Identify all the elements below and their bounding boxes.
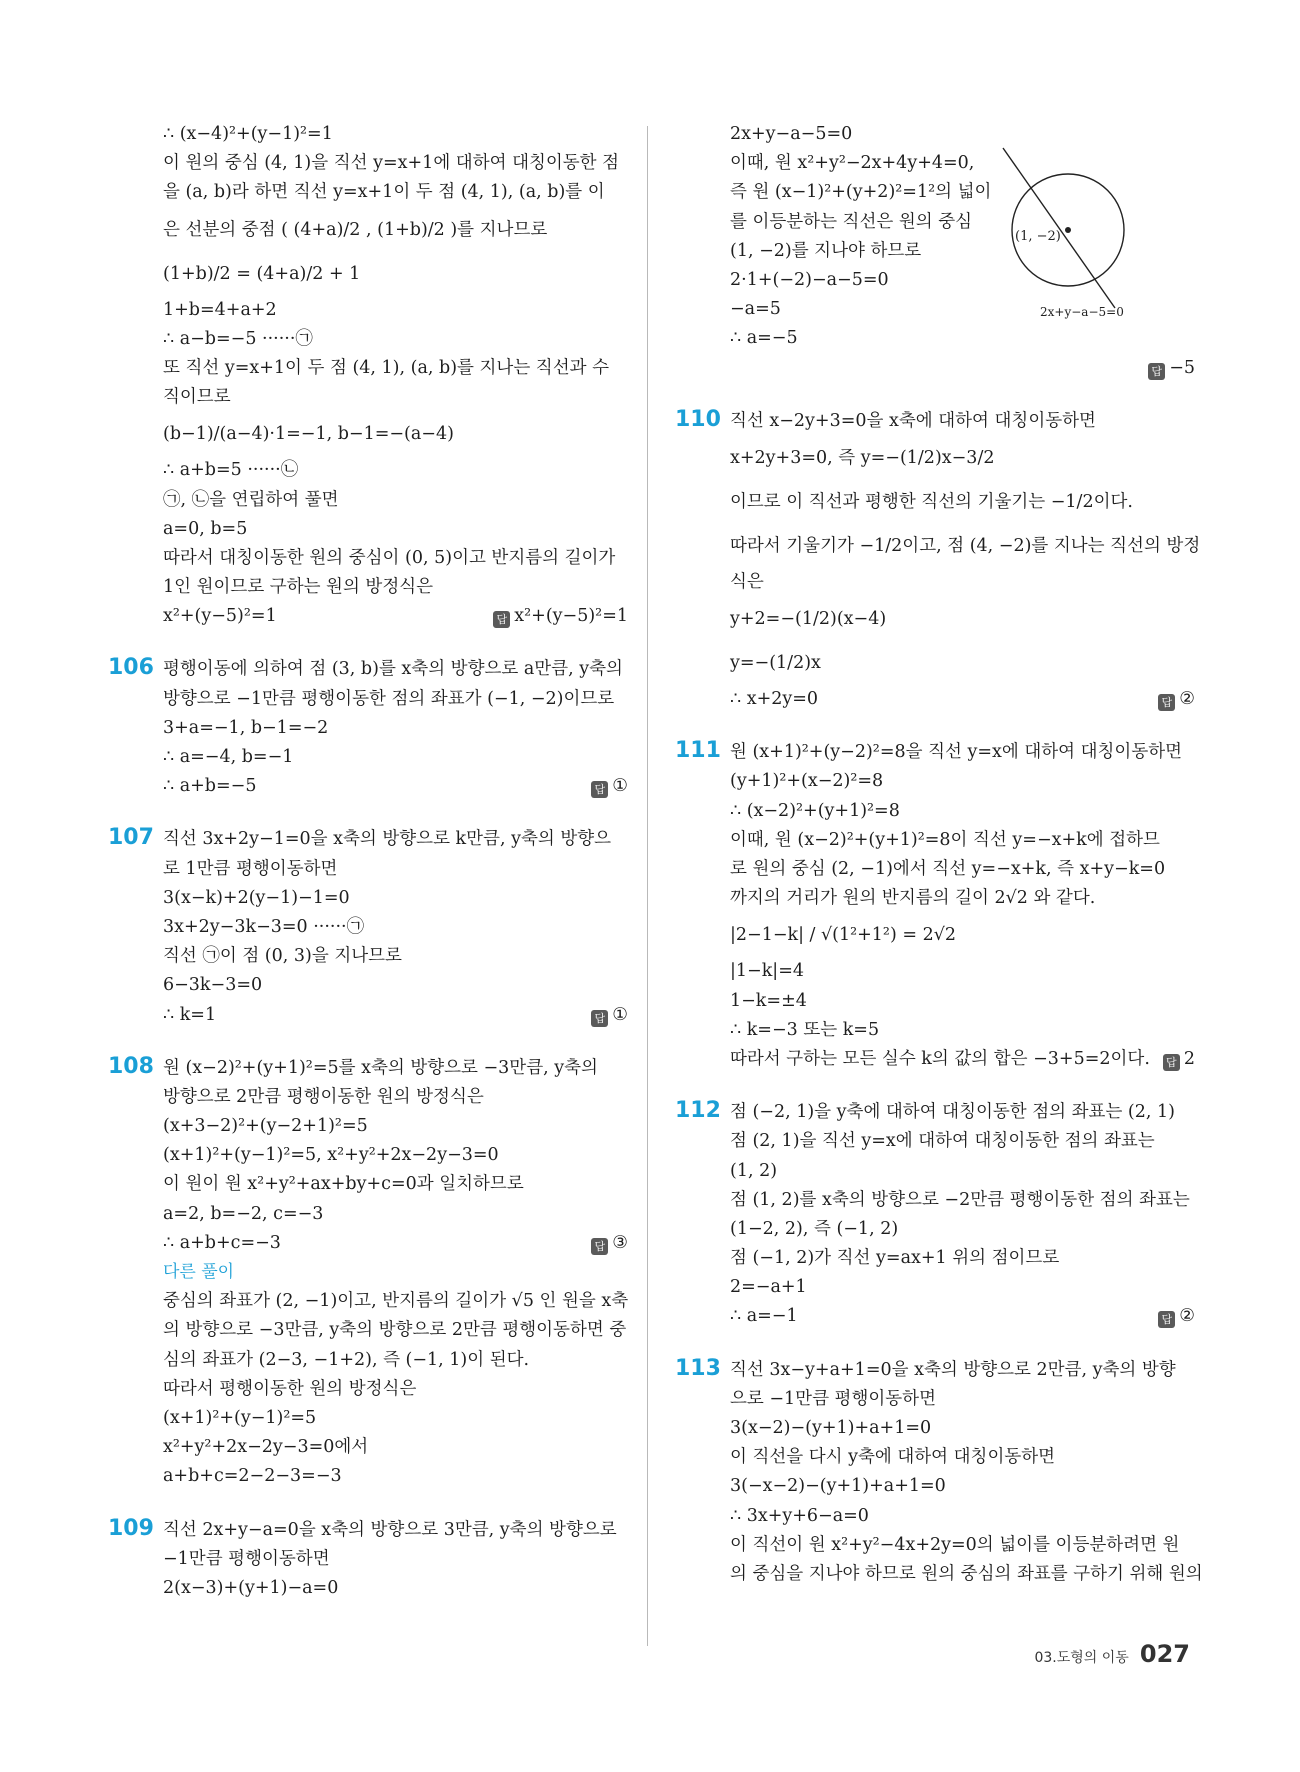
circle-line-diagram (953, 140, 1193, 320)
text-line: (1, 2) (730, 1160, 778, 1181)
answer-value: x²+(y−5)²=1 (514, 606, 628, 627)
text-line: 를 이등분하는 직선은 원의 중심 (730, 211, 973, 232)
text-line: 이때, 원 x²+y²−2x+4y+4=0, (730, 153, 975, 174)
text-line: 의 중심을 지나야 하므로 원의 중심의 좌표를 구하기 위해 원의 (730, 1563, 1203, 1584)
text-line: ∴ 3x+y+6−a=0 (730, 1505, 869, 1526)
text-line: ∴ a=−4, b=−1 (163, 747, 294, 767)
text-line: 따라서 기울기가 −1/2이고, 점 (4, −2)를 지나는 직선의 방정 (730, 535, 1201, 556)
problem-number: 111 (675, 738, 721, 764)
text-line: 2(x−3)+(y+1)−a=0 (163, 1577, 339, 1598)
answer-icon: 답 (1163, 1054, 1180, 1071)
text-line: 원 (x+1)²+(y−2)²=8을 직선 y=x에 대하여 대칭이동하면 (730, 742, 1183, 763)
problem-number: 109 (108, 1515, 154, 1541)
page-number: 027 (1139, 1640, 1190, 1668)
answer (591, 772, 628, 801)
text-line: 이 원이 원 x²+y²+ax+by+c=0과 일치하므로 (163, 1174, 524, 1195)
text-line: 로 1만큼 평행이동하면 (163, 858, 338, 879)
text-line: (1, −2)를 지나야 하므로 (730, 240, 922, 261)
text-line: 3(−x−2)−(y+1)+a+1=0 (730, 1476, 946, 1497)
text-line (730, 685, 1195, 714)
text-line: 직선 3x−y+a+1=0을 x축의 방향으로 2만큼, y축의 방향 (730, 1359, 1176, 1380)
text-line: 직선 3x+2y−1=0을 x축의 방향으로 k만큼, y축의 방향으 (163, 829, 612, 850)
bisecting-line (1003, 148, 1115, 308)
text-line: 은 선분의 중점 ( (4+a)/2 , (1+b)/2 )를 지나므로 (163, 219, 548, 240)
text-line: a=2, b=−2, c=−3 (163, 1203, 324, 1224)
text-line: 직선 x−2y+3=0을 x축에 대하여 대칭이동하면 (730, 410, 1096, 431)
answer-icon: 답 (591, 1010, 608, 1027)
answer-icon: 답 (591, 1238, 608, 1255)
text-line: (y+1)²+(x−2)²=8 (730, 771, 884, 792)
problem-111 (675, 738, 1195, 1074)
problem-109 (108, 1516, 628, 1604)
text-line: 이 원의 중심 (4, 1)을 직선 y=x+1에 대하여 대칭이동한 점 (163, 153, 620, 174)
text-line: 원 (x−2)²+(y+1)²=5를 x축의 방향으로 −3만큼, y축의 (163, 1057, 598, 1078)
answer-value: ② (1179, 1306, 1195, 1327)
text-line: 2=−a+1 (730, 1277, 807, 1298)
answer (591, 1001, 628, 1030)
text-line: (x+3−2)²+(y−2+1)²=5 (163, 1116, 368, 1137)
final-equation: ∴ a+b+c=−3 (163, 1232, 281, 1253)
text-line: ㉠, ㉡을 연립하여 풀면 (163, 489, 339, 510)
center-label: (1, −2) (1015, 229, 1061, 244)
answer-icon: 답 (591, 781, 608, 798)
final-equation: x²+(y−5)²=1 (163, 606, 277, 627)
answer-icon: 답 (493, 611, 510, 628)
text-line: (1+b)/2 = (4+a)/2 + 1 (163, 263, 361, 284)
answer-value: ③ (612, 1232, 628, 1253)
text-line: 까지의 거리가 원의 반지름의 길이 2√2 와 같다. (730, 888, 1096, 909)
text-line: 점 (−2, 1)을 y축에 대하여 대칭이동한 점의 좌표는 (2, 1) (730, 1102, 1175, 1123)
text-line: ∴ k=−3 또는 k=5 (730, 1019, 880, 1040)
text-line (730, 1302, 1195, 1331)
problem-number: 108 (108, 1053, 154, 1079)
answer-icon: 답 (1148, 363, 1165, 380)
problem-106 (108, 655, 628, 801)
left-column (108, 120, 628, 1603)
problem-110 (675, 406, 1201, 715)
problem-number: 107 (108, 825, 154, 851)
text-line: 방향으로 2만큼 평행이동한 원의 방정식은 (163, 1086, 484, 1107)
text-line: y=−(1/2)x (730, 653, 821, 674)
text-line: |2−1−k| / √(1²+1²) = 2√2 (730, 925, 956, 946)
answer-value: ② (1179, 689, 1195, 710)
text-line: x²+y²+2x−2y−3=0에서 (163, 1437, 369, 1458)
answer-value: −5 (1169, 357, 1195, 378)
answer (1148, 354, 1195, 383)
text-line (730, 1045, 1195, 1074)
text-line: 심의 좌표가 (2−3, −1+2), 즉 (−1, 1)이 된다. (163, 1349, 530, 1370)
problem-number: 110 (675, 406, 721, 432)
text-line (163, 772, 628, 801)
text-line: 3x+2y−3k−3=0 ······㉠ (163, 916, 365, 937)
text-line: ∴ a+b=5 ······㉡ (163, 460, 299, 481)
alternative-solution-heading: 다른 풀이 (163, 1262, 235, 1282)
chapter-title: 03.도형의 이동 (1034, 1650, 1129, 1666)
text-line: 점 (−1, 2)가 직선 y=ax+1 위의 점이므로 (730, 1248, 1060, 1269)
final-equation: ∴ a+b=−5 (163, 776, 257, 797)
text-line: ∴ a−b=−5 ······㉠ (163, 328, 313, 349)
text-line: 1+b=4+a+2 (163, 299, 277, 320)
text-line: |1−k|=4 (730, 961, 804, 982)
text-line: 중심의 좌표가 (2, −1)이고, 반지름의 길이가 √5 인 원을 x축 (163, 1291, 629, 1312)
problem-107 (108, 825, 628, 1029)
text-line: (x+1)²+(y−1)²=5, x²+y²+2x−2y−3=0 (163, 1145, 499, 1166)
circle-center-point (1065, 227, 1071, 233)
text-line: 의 방향으로 −3만큼, y축의 방향으로 2만큼 평행이동하면 중 (163, 1320, 627, 1341)
problem-108 (108, 1054, 628, 1492)
answer-value: ① (612, 1004, 628, 1025)
answer (591, 1229, 628, 1258)
answer (1163, 1045, 1195, 1074)
page-footer (1034, 1640, 1190, 1668)
text-line: 점 (2, 1)을 직선 y=x에 대하여 대칭이동한 점의 좌표는 (730, 1131, 1155, 1152)
text-line: 2·1+(−2)−a−5=0 (730, 269, 889, 290)
text-line: (x+1)²+(y−1)²=5 (163, 1407, 317, 1428)
text-line: −a=5 (730, 299, 781, 320)
answer-value: ① (612, 776, 628, 797)
problem-number: 106 (108, 655, 154, 681)
problem-number: 113 (675, 1355, 721, 1381)
text-line: 으로 −1만큼 평행이동하면 (730, 1388, 936, 1409)
text-line: 직이므로 (163, 387, 231, 408)
text-line: 을 (a, b)라 하면 직선 y=x+1이 두 점 (4, 1), (a, b)를 이 (163, 182, 605, 203)
text-line (163, 1229, 628, 1258)
text-line (730, 354, 1195, 383)
text-line: 6−3k−3=0 (163, 975, 263, 996)
text-line: ∴ a=−5 (730, 328, 798, 349)
problem-109-continuation (675, 120, 1195, 383)
column-divider (647, 126, 648, 1646)
text-line (163, 602, 628, 631)
final-equation: ∴ x+2y=0 (730, 689, 819, 710)
answer (1158, 685, 1195, 714)
answer (1158, 1302, 1195, 1331)
text-line: 즉 원 (x−1)²+(y+2)²=1²의 넓이 (730, 182, 992, 203)
text-line: 1−k=±4 (730, 990, 807, 1011)
text-line: 이때, 원 (x−2)²+(y+1)²=8이 직선 y=−x+k에 접하므 (730, 829, 1160, 850)
text-line: 2x+y−a−5=0 (730, 124, 853, 144)
problem-113 (675, 1355, 1203, 1590)
text-line: ∴ (x−4)²+(y−1)²=1 (163, 124, 333, 144)
text-line: a+b+c=2−2−3=−3 (163, 1466, 342, 1487)
text-line: 식은 (730, 571, 764, 592)
text-line: a=0, b=5 (163, 518, 248, 539)
text-line: x+2y+3=0, 즉 y=−(1/2)x−3/2 (730, 447, 995, 468)
text-line: 방향으로 −1만큼 평행이동한 점의 좌표가 (−1, −2)이므로 (163, 688, 615, 709)
problem-105-continuation (108, 120, 628, 631)
problem-number: 112 (675, 1098, 721, 1124)
text-line: 이 직선이 원 x²+y²−4x+2y=0의 넓이를 이등분하려면 원 (730, 1534, 1180, 1555)
text-line: 이므로 이 직선과 평행한 직선의 기울기는 −1/2이다. (730, 491, 1133, 512)
text-line: 또 직선 y=x+1이 두 점 (4, 1), (a, b)를 지나는 직선과 수 (163, 357, 609, 378)
answer-icon: 답 (1158, 694, 1175, 711)
text-line: 점 (1, 2)를 x축의 방향으로 −2만큼 평행이동한 점의 좌표는 (730, 1189, 1190, 1210)
text-line: ∴ (x−2)²+(y+1)²=8 (730, 800, 900, 821)
answer-icon: 답 (1158, 1311, 1175, 1328)
text-line: 3(x−2)−(y+1)+a+1=0 (730, 1418, 932, 1438)
text-line: 평행이동에 의하여 점 (3, b)를 x축의 방향으로 a만큼, y축의 (163, 659, 623, 680)
text-line: 따라서 평행이동한 원의 방정식은 (163, 1378, 417, 1399)
text-line: 1인 원이므로 구하는 원의 방정식은 (163, 577, 434, 598)
answer (493, 602, 628, 631)
text-line: y+2=−(1/2)(x−4) (730, 609, 887, 630)
line-label: 2x+y−a−5=0 (1040, 305, 1124, 319)
text-line: 직선 2x+y−a=0을 x축의 방향으로 3만큼, y축의 방향으로 (163, 1519, 617, 1540)
final-sentence: 따라서 구하는 모든 실수 k의 값의 합은 −3+5=2이다. (730, 1048, 1150, 1069)
text-line: 3+a=−1, b−1=−2 (163, 717, 329, 738)
final-equation: ∴ a=−1 (730, 1306, 798, 1327)
text-line (163, 1001, 628, 1030)
right-column (675, 120, 1203, 1589)
answer-value: 2 (1183, 1048, 1195, 1069)
text-line: 따라서 대칭이동한 원의 중심이 (0, 5)이고 반지름의 길이가 (163, 547, 616, 568)
text-line: (b−1)/(a−4)·1=−1, b−1=−(a−4) (163, 424, 454, 445)
text-line: −1만큼 평행이동하면 (163, 1548, 330, 1569)
text-line: 3(x−k)+2(y−1)−1=0 (163, 887, 350, 908)
final-equation: ∴ k=1 (163, 1004, 217, 1025)
problem-112 (675, 1098, 1195, 1332)
text-line: 이 직선을 다시 y축에 대하여 대칭이동하면 (730, 1447, 1056, 1468)
text-line: 직선 ㉠이 점 (0, 3)을 지나므로 (163, 946, 402, 967)
text-line: (1−2, 2), 즉 (−1, 2) (730, 1218, 899, 1239)
text-line: 로 원의 중심 (2, −1)에서 직선 y=−x+k, 즉 x+y−k=0 (730, 859, 1166, 879)
